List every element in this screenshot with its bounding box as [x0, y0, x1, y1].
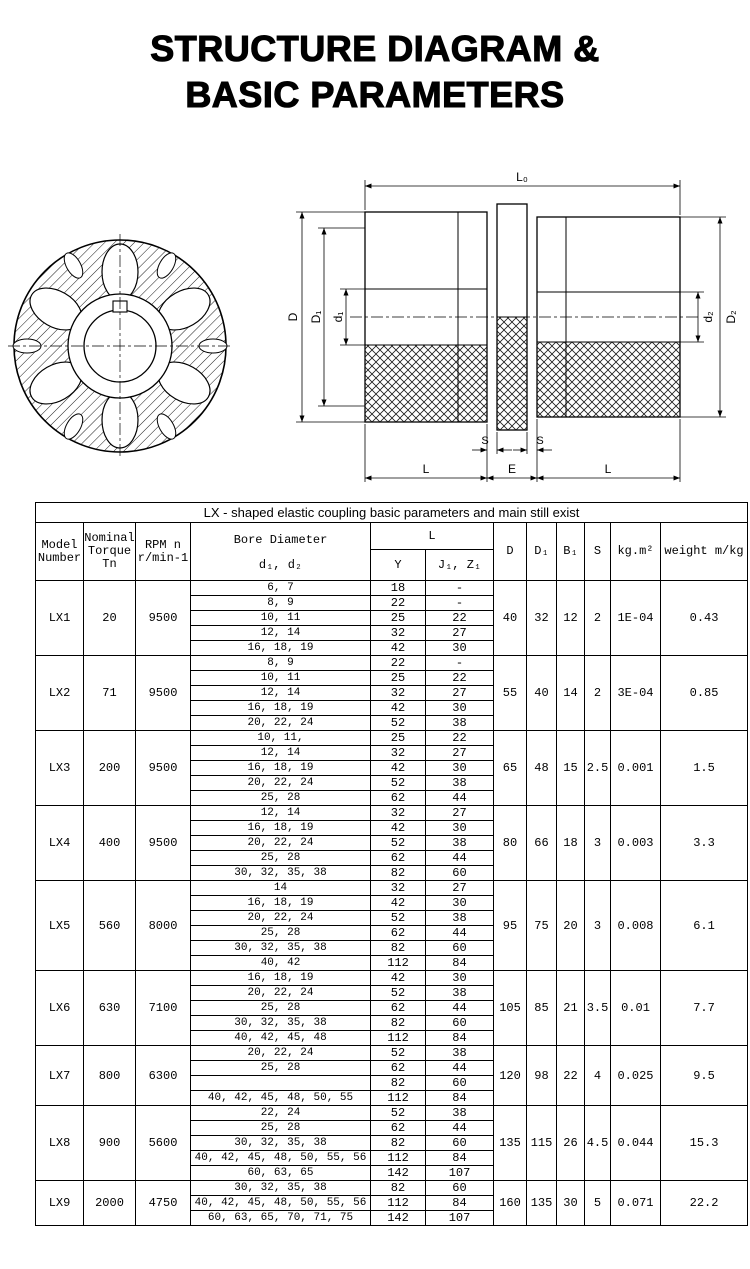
- y-value-cell: 22: [371, 596, 426, 611]
- s-cell: 4.5: [585, 1106, 611, 1181]
- y-value-cell: 42: [371, 701, 426, 716]
- header-y: Y: [371, 550, 426, 581]
- header-jz: J₁, Z₁: [426, 550, 494, 581]
- header-d: D: [494, 523, 527, 581]
- bore-cell: 8, 9: [191, 656, 371, 671]
- header-s: S: [585, 523, 611, 581]
- bore-cell: 30, 32, 35, 38: [191, 1181, 371, 1196]
- bore-cell: 16, 18, 19: [191, 761, 371, 776]
- d1-cell: 98: [527, 1046, 557, 1106]
- d1-cell: 135: [527, 1181, 557, 1226]
- model-cell: LX6: [36, 971, 84, 1046]
- bore-cell: 16, 18, 19: [191, 896, 371, 911]
- weight-cell: 3.3: [661, 806, 748, 881]
- jz-value-cell: 30: [426, 896, 494, 911]
- dim-label-e: E: [507, 462, 517, 477]
- bore-cell: 25, 28: [191, 1001, 371, 1016]
- table-row: [36, 656, 748, 671]
- dim-label-s-left: S: [481, 435, 489, 448]
- weight-cell: 15.3: [661, 1106, 748, 1181]
- table-row: [36, 806, 748, 821]
- jz-value-cell: 38: [426, 1046, 494, 1061]
- kgm2-cell: 0.071: [611, 1181, 661, 1226]
- header-rpm: RPM n r/min-1: [136, 523, 191, 581]
- torque-cell: 2000: [84, 1181, 136, 1226]
- bore-cell: 16, 18, 19: [191, 821, 371, 836]
- bore-cell: 16, 18, 19: [191, 971, 371, 986]
- bore-cell: 40, 42, 45, 48: [191, 1031, 371, 1046]
- kgm2-cell: 0.01: [611, 971, 661, 1046]
- rpm-cell: 4750: [136, 1181, 191, 1226]
- jz-value-cell: 107: [426, 1166, 494, 1181]
- bore-cell: 25, 28: [191, 926, 371, 941]
- d-cell: 40: [494, 581, 527, 656]
- jz-value-cell: 27: [426, 806, 494, 821]
- bore-cell: 16, 18, 19: [191, 701, 371, 716]
- b1-cell: 12: [557, 581, 585, 656]
- rpm-cell: 9500: [136, 656, 191, 731]
- bore-cell: 25, 28: [191, 1061, 371, 1076]
- y-value-cell: 18: [371, 581, 426, 596]
- rpm-cell: 6300: [136, 1046, 191, 1106]
- jz-value-cell: 30: [426, 761, 494, 776]
- jz-value-cell: 60: [426, 1016, 494, 1031]
- jz-value-cell: 84: [426, 1031, 494, 1046]
- torque-cell: 630: [84, 971, 136, 1046]
- header-b1: B₁: [557, 523, 585, 581]
- jz-value-cell: 60: [426, 941, 494, 956]
- bore-cell: 14: [191, 881, 371, 896]
- table-row: [36, 731, 748, 746]
- jz-value-cell: 22: [426, 731, 494, 746]
- header-weight: weight m/kg: [661, 523, 748, 581]
- jz-value-cell: -: [426, 581, 494, 596]
- bore-cell: 12, 14: [191, 626, 371, 641]
- bore-cell: 12, 14: [191, 746, 371, 761]
- weight-cell: 22.2: [661, 1181, 748, 1226]
- header-model: Model Number: [36, 523, 84, 581]
- header-l: L: [371, 523, 494, 550]
- s-cell: 2: [585, 656, 611, 731]
- b1-cell: 20: [557, 881, 585, 971]
- b1-cell: 22: [557, 1046, 585, 1106]
- bore-cell: 30, 32, 35, 38: [191, 1136, 371, 1151]
- y-value-cell: 112: [371, 1196, 426, 1211]
- y-value-cell: 112: [371, 1151, 426, 1166]
- jz-value-cell: 60: [426, 1136, 494, 1151]
- y-value-cell: 62: [371, 791, 426, 806]
- torque-cell: 400: [84, 806, 136, 881]
- jz-value-cell: 44: [426, 1001, 494, 1016]
- table-row: [36, 581, 748, 596]
- bore-cell: 20, 22, 24: [191, 716, 371, 731]
- jz-value-cell: 38: [426, 1106, 494, 1121]
- s-cell: 2.5: [585, 731, 611, 806]
- header-row-1: [36, 523, 748, 550]
- s-cell: 2: [585, 581, 611, 656]
- bore-cell: 10, 11: [191, 671, 371, 686]
- jz-value-cell: 38: [426, 716, 494, 731]
- b1-cell: 21: [557, 971, 585, 1046]
- bore-cell: 20, 22, 24: [191, 911, 371, 926]
- dim-label-d1-cap: D₁: [309, 310, 323, 324]
- d-cell: 95: [494, 881, 527, 971]
- y-value-cell: 32: [371, 686, 426, 701]
- kgm2-cell: 0.044: [611, 1106, 661, 1181]
- bore-cell: 20, 22, 24: [191, 836, 371, 851]
- y-value-cell: 82: [371, 1076, 426, 1091]
- y-value-cell: 42: [371, 971, 426, 986]
- b1-cell: 15: [557, 731, 585, 806]
- y-value-cell: 42: [371, 896, 426, 911]
- bore-cell: [191, 1076, 371, 1091]
- bore-cell: 8, 9: [191, 596, 371, 611]
- jz-value-cell: 30: [426, 971, 494, 986]
- jz-value-cell: 44: [426, 791, 494, 806]
- b1-cell: 30: [557, 1181, 585, 1226]
- b1-cell: 26: [557, 1106, 585, 1181]
- dim-label-l-right: L: [604, 462, 612, 477]
- y-value-cell: 25: [371, 671, 426, 686]
- y-value-cell: 42: [371, 821, 426, 836]
- kgm2-cell: 0.025: [611, 1046, 661, 1106]
- coupling-front-view-diagram: [6, 232, 234, 460]
- bore-cell: 22, 24: [191, 1106, 371, 1121]
- bore-cell: 10, 11: [191, 611, 371, 626]
- jz-value-cell: 38: [426, 986, 494, 1001]
- bore-cell: 40, 42: [191, 956, 371, 971]
- d-cell: 65: [494, 731, 527, 806]
- structure-diagrams: [0, 142, 750, 494]
- jz-value-cell: 60: [426, 1181, 494, 1196]
- dim-label-l-left: L: [422, 462, 430, 477]
- y-value-cell: 32: [371, 626, 426, 641]
- y-value-cell: 82: [371, 1136, 426, 1151]
- b1-cell: 18: [557, 806, 585, 881]
- kgm2-cell: 0.001: [611, 731, 661, 806]
- y-value-cell: 112: [371, 956, 426, 971]
- d-cell: 105: [494, 971, 527, 1046]
- bore-cell: 20, 22, 24: [191, 776, 371, 791]
- jz-value-cell: -: [426, 596, 494, 611]
- page-title-line1: STRUCTURE DIAGRAM &: [150, 28, 600, 69]
- d-cell: 160: [494, 1181, 527, 1226]
- b1-cell: 14: [557, 656, 585, 731]
- bore-cell: 40, 42, 45, 48, 50, 55, 56: [191, 1196, 371, 1211]
- kgm2-cell: 1E-04: [611, 581, 661, 656]
- y-value-cell: 22: [371, 656, 426, 671]
- header-bore-title: Bore Diameter: [233, 532, 328, 547]
- jz-value-cell: 38: [426, 911, 494, 926]
- jz-value-cell: 27: [426, 686, 494, 701]
- bore-cell: 12, 14: [191, 686, 371, 701]
- y-value-cell: 112: [371, 1031, 426, 1046]
- bore-cell: 16, 18, 19: [191, 641, 371, 656]
- front-view-body: [8, 234, 232, 458]
- torque-cell: 900: [84, 1106, 136, 1181]
- s-cell: 3: [585, 806, 611, 881]
- y-value-cell: 62: [371, 851, 426, 866]
- dim-label-d2-cap: D₂: [724, 310, 738, 324]
- y-value-cell: 62: [371, 1121, 426, 1136]
- caption-row: [36, 503, 748, 523]
- s-cell: 4: [585, 1046, 611, 1106]
- jz-value-cell: 60: [426, 1076, 494, 1091]
- jz-value-cell: 30: [426, 641, 494, 656]
- jz-value-cell: -: [426, 656, 494, 671]
- model-cell: LX5: [36, 881, 84, 971]
- d-cell: 135: [494, 1106, 527, 1181]
- torque-cell: 200: [84, 731, 136, 806]
- dim-label-l0: L₀: [516, 170, 528, 185]
- rpm-cell: 5600: [136, 1106, 191, 1181]
- jz-value-cell: 30: [426, 701, 494, 716]
- y-value-cell: 82: [371, 1181, 426, 1196]
- bore-cell: 25, 28: [191, 1121, 371, 1136]
- weight-cell: 6.1: [661, 881, 748, 971]
- y-value-cell: 82: [371, 866, 426, 881]
- d-cell: 120: [494, 1046, 527, 1106]
- jz-value-cell: 107: [426, 1211, 494, 1226]
- jz-value-cell: 22: [426, 671, 494, 686]
- jz-value-cell: 84: [426, 1196, 494, 1211]
- rpm-cell: 9500: [136, 806, 191, 881]
- y-value-cell: 52: [371, 911, 426, 926]
- rpm-cell: 9500: [136, 581, 191, 656]
- bore-cell: 10, 11,: [191, 731, 371, 746]
- bore-cell: 20, 22, 24: [191, 1046, 371, 1061]
- jz-value-cell: 44: [426, 926, 494, 941]
- d-cell: 80: [494, 806, 527, 881]
- y-value-cell: 25: [371, 611, 426, 626]
- d-cell: 55: [494, 656, 527, 731]
- weight-cell: 0.43: [661, 581, 748, 656]
- y-value-cell: 52: [371, 986, 426, 1001]
- parameters-table: [35, 502, 748, 1226]
- y-value-cell: 82: [371, 1016, 426, 1031]
- dim-label-d2-low: d₂: [701, 311, 715, 323]
- bore-cell: 60, 63, 65, 70, 71, 75: [191, 1211, 371, 1226]
- header-d1: D₁: [527, 523, 557, 581]
- jz-value-cell: 22: [426, 611, 494, 626]
- model-cell: LX4: [36, 806, 84, 881]
- bore-cell: 30, 32, 35, 38: [191, 866, 371, 881]
- y-value-cell: 32: [371, 746, 426, 761]
- section-view-body: [350, 204, 700, 430]
- jz-value-cell: 84: [426, 1091, 494, 1106]
- kgm2-cell: 3E-04: [611, 656, 661, 731]
- jz-value-cell: 30: [426, 821, 494, 836]
- jz-value-cell: 27: [426, 746, 494, 761]
- jz-value-cell: 84: [426, 1151, 494, 1166]
- weight-cell: 7.7: [661, 971, 748, 1046]
- y-value-cell: 112: [371, 1091, 426, 1106]
- y-value-cell: 52: [371, 716, 426, 731]
- weight-cell: 0.85: [661, 656, 748, 731]
- torque-cell: 800: [84, 1046, 136, 1106]
- model-cell: LX8: [36, 1106, 84, 1181]
- jz-value-cell: 44: [426, 1121, 494, 1136]
- rpm-cell: 7100: [136, 971, 191, 1046]
- bore-cell: 30, 32, 35, 38: [191, 1016, 371, 1031]
- header-bore-diameter: [191, 523, 371, 581]
- y-value-cell: 82: [371, 941, 426, 956]
- y-value-cell: 142: [371, 1166, 426, 1181]
- dim-label-s-right: S: [536, 435, 544, 448]
- torque-cell: 71: [84, 656, 136, 731]
- y-value-cell: 32: [371, 806, 426, 821]
- jz-value-cell: 38: [426, 836, 494, 851]
- y-value-cell: 32: [371, 881, 426, 896]
- header-kgm2: kg.m²: [611, 523, 661, 581]
- bore-cell: 25, 28: [191, 791, 371, 806]
- rpm-cell: 8000: [136, 881, 191, 971]
- page-title-line2: BASIC PARAMETERS: [185, 74, 565, 115]
- bore-cell: 20, 22, 24: [191, 986, 371, 1001]
- bore-cell: 25, 28: [191, 851, 371, 866]
- bore-cell: 40, 42, 45, 48, 50, 55, 56: [191, 1151, 371, 1166]
- y-value-cell: 62: [371, 1001, 426, 1016]
- y-value-cell: 52: [371, 836, 426, 851]
- table-row: [36, 1181, 748, 1196]
- model-cell: LX2: [36, 656, 84, 731]
- model-cell: LX9: [36, 1181, 84, 1226]
- d1-cell: 32: [527, 581, 557, 656]
- y-value-cell: 62: [371, 926, 426, 941]
- y-value-cell: 52: [371, 1046, 426, 1061]
- rpm-cell: 9500: [136, 731, 191, 806]
- bore-cell: 40, 42, 45, 48, 50, 55: [191, 1091, 371, 1106]
- weight-cell: 1.5: [661, 731, 748, 806]
- header-bore-sub: d₁, d₂: [258, 557, 303, 572]
- header-torque: Nominal Torque Tn: [84, 523, 136, 581]
- jz-value-cell: 27: [426, 626, 494, 641]
- y-value-cell: 52: [371, 1106, 426, 1121]
- y-value-cell: 52: [371, 776, 426, 791]
- jz-value-cell: 27: [426, 881, 494, 896]
- d1-cell: 40: [527, 656, 557, 731]
- coupling-section-view-diagram: [280, 162, 742, 494]
- y-value-cell: 142: [371, 1211, 426, 1226]
- dim-label-d1-low: d₁: [331, 311, 345, 323]
- table-row: [36, 1046, 748, 1061]
- d1-cell: 115: [527, 1106, 557, 1181]
- jz-value-cell: 84: [426, 956, 494, 971]
- jz-value-cell: 38: [426, 776, 494, 791]
- weight-cell: 9.5: [661, 1046, 748, 1106]
- d1-cell: 75: [527, 881, 557, 971]
- table-body: [36, 581, 748, 1226]
- torque-cell: 560: [84, 881, 136, 971]
- jz-value-cell: 44: [426, 1061, 494, 1076]
- bore-cell: 6, 7: [191, 581, 371, 596]
- d1-cell: 85: [527, 971, 557, 1046]
- y-value-cell: 62: [371, 1061, 426, 1076]
- bore-cell: 60, 63, 65: [191, 1166, 371, 1181]
- y-value-cell: 25: [371, 731, 426, 746]
- dim-label-d-cap: D: [286, 312, 300, 322]
- s-cell: 3: [585, 881, 611, 971]
- table-caption: LX - shaped elastic coupling basic parameters and main still exist: [36, 503, 748, 523]
- model-cell: LX1: [36, 581, 84, 656]
- table-row: [36, 1106, 748, 1121]
- page-title: [0, 26, 750, 118]
- jz-value-cell: 44: [426, 851, 494, 866]
- table-row: [36, 881, 748, 896]
- torque-cell: 20: [84, 581, 136, 656]
- bore-cell: 30, 32, 35, 38: [191, 941, 371, 956]
- s-cell: 5: [585, 1181, 611, 1226]
- s-cell: 3.5: [585, 971, 611, 1046]
- d1-cell: 66: [527, 806, 557, 881]
- y-value-cell: 42: [371, 761, 426, 776]
- kgm2-cell: 0.003: [611, 806, 661, 881]
- model-cell: LX3: [36, 731, 84, 806]
- y-value-cell: 42: [371, 641, 426, 656]
- kgm2-cell: 0.008: [611, 881, 661, 971]
- bore-cell: 12, 14: [191, 806, 371, 821]
- d1-cell: 48: [527, 731, 557, 806]
- table-row: [36, 971, 748, 986]
- jz-value-cell: 60: [426, 866, 494, 881]
- model-cell: LX7: [36, 1046, 84, 1106]
